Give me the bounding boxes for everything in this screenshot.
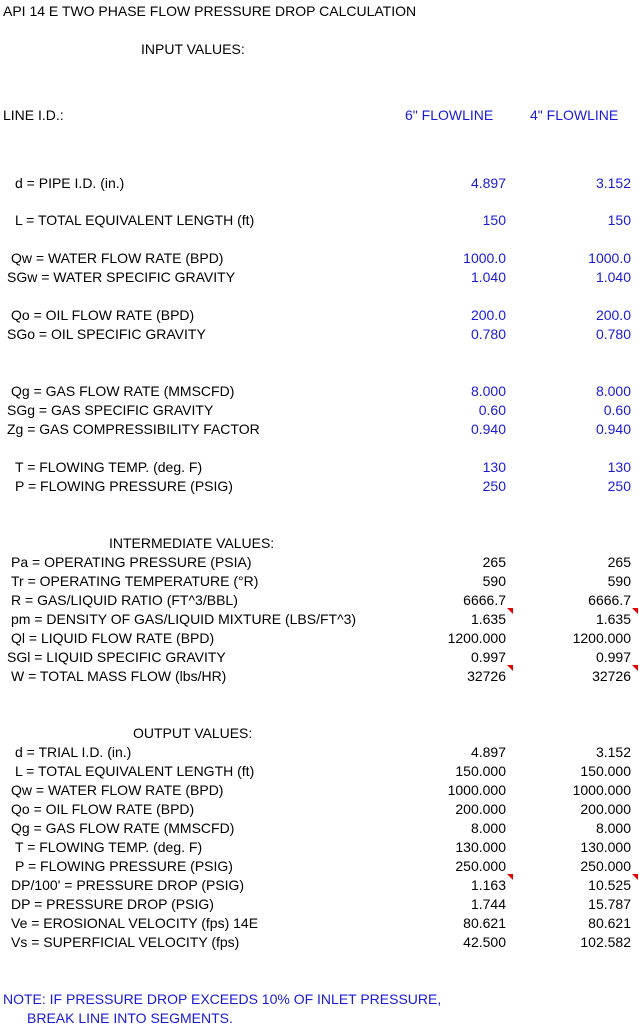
output-4in-water-flow: 1000.000	[572, 782, 631, 798]
input-4in-length[interactable]: 150	[607, 212, 631, 228]
input-4in-oil-sg[interactable]: 0.780	[595, 326, 631, 342]
output-label-temp: T = FLOWING TEMP. (deg. F)	[15, 839, 203, 855]
intermediate-label-density: pm = DENSITY OF GAS/LIQUID MIXTURE (LBS/FT^3)	[11, 611, 357, 627]
output-label-length: L = TOTAL EQUIVALENT LENGTH (ft)	[15, 763, 255, 779]
comment-marker-icon[interactable]	[632, 665, 638, 671]
input-4in-gas-z[interactable]: 0.940	[595, 421, 631, 437]
intermediate-6in-gl-ratio: 6666.7	[463, 592, 506, 608]
input-4in-water-flow[interactable]: 1000.0	[588, 250, 631, 266]
output-label-trial-id: d = TRIAL I.D. (in.)	[15, 744, 132, 760]
intermediate-4in-density: 1.635	[595, 611, 631, 627]
output-6in-pressure: 250.000	[455, 858, 506, 874]
intermediate-6in-mass-flow: 32726	[467, 668, 506, 684]
line-id-label: LINE I.D.:	[3, 107, 64, 123]
input-label-oil-sg: SGo = OIL SPECIFIC GRAVITY	[7, 326, 206, 342]
output-6in-temp: 130.000	[455, 839, 506, 855]
output-4in-oil-flow: 200.000	[580, 801, 631, 817]
intermediate-6in-pa: 265	[482, 554, 506, 570]
output-4in-erosional-velocity: 80.621	[588, 915, 631, 931]
input-label-gas-flow: Qg = GAS FLOW RATE (MMSCFD)	[11, 383, 235, 399]
output-4in-dp: 15.787	[588, 896, 631, 912]
intermediate-label-liquid-flow: Ql = LIQUID FLOW RATE (BPD)	[11, 630, 215, 646]
output-6in-dp-per-100: 1.163	[470, 877, 506, 893]
intermediate-label-pa: Pa = OPERATING PRESSURE (PSIA)	[11, 554, 252, 570]
input-6in-gas-sg[interactable]: 0.60	[478, 402, 506, 418]
input-6in-gas-flow[interactable]: 8.000	[470, 383, 506, 399]
output-6in-superficial-velocity: 42.500	[463, 934, 506, 950]
output-label-gas-flow: Qg = GAS FLOW RATE (MMSCFD)	[11, 820, 235, 836]
intermediate-4in-mass-flow: 32726	[592, 668, 631, 684]
output-6in-erosional-velocity: 80.621	[463, 915, 506, 931]
intermediate-4in-gl-ratio: 6666.7	[588, 592, 631, 608]
output-4in-temp: 130.000	[580, 839, 631, 855]
output-4in-gas-flow: 8.000	[595, 820, 631, 836]
page-title: API 14 E TWO PHASE FLOW PRESSURE DROP CALCULATION	[3, 3, 417, 19]
intermediate-4in-liquid-sg: 0.997	[595, 649, 631, 665]
output-6in-water-flow: 1000.000	[447, 782, 506, 798]
output-4in-superficial-velocity: 102.582	[580, 934, 631, 950]
output-values-header: OUTPUT VALUES:	[133, 725, 253, 741]
column-header-4in-flowline: 4" FLOWLINE	[530, 107, 619, 123]
note-line-1: NOTE: IF PRESSURE DROP EXCEEDS 10% OF INLET PRESSURE,	[3, 991, 442, 1007]
output-6in-gas-flow: 8.000	[470, 820, 506, 836]
intermediate-6in-tr: 590	[482, 573, 506, 589]
intermediate-label-gl-ratio: R = GAS/LIQUID RATIO (FT^3/BBL)	[11, 592, 238, 608]
intermediate-4in-pa: 265	[607, 554, 631, 570]
output-4in-length: 150.000	[580, 763, 631, 779]
input-4in-oil-flow[interactable]: 200.0	[595, 307, 631, 323]
intermediate-values-header: INTERMEDIATE VALUES:	[109, 535, 275, 551]
input-6in-oil-flow[interactable]: 200.0	[470, 307, 506, 323]
input-label-water-sg: SGw = WATER SPECIFIC GRAVITY	[7, 269, 236, 285]
output-6in-length: 150.000	[455, 763, 506, 779]
intermediate-4in-tr: 590	[607, 573, 631, 589]
input-4in-gas-flow[interactable]: 8.000	[595, 383, 631, 399]
input-4in-pressure[interactable]: 250	[607, 478, 631, 494]
input-6in-water-sg[interactable]: 1.040	[470, 269, 506, 285]
output-label-erosional-velocity: Ve = EROSIONAL VELOCITY (fps) 14E	[11, 915, 259, 931]
output-6in-oil-flow: 200.000	[455, 801, 506, 817]
input-6in-oil-sg[interactable]: 0.780	[470, 326, 506, 342]
input-4in-gas-sg[interactable]: 0.60	[603, 402, 631, 418]
input-label-gas-sg: SGg = GAS SPECIFIC GRAVITY	[7, 402, 214, 418]
input-6in-temp[interactable]: 130	[482, 459, 506, 475]
comment-marker-icon[interactable]	[507, 665, 513, 671]
input-6in-length[interactable]: 150	[482, 212, 506, 228]
comment-marker-icon[interactable]	[632, 874, 638, 880]
input-4in-temp[interactable]: 130	[607, 459, 631, 475]
output-4in-trial-id: 3.152	[595, 744, 631, 760]
intermediate-label-tr: Tr = OPERATING TEMPERATURE (°R)	[11, 573, 259, 589]
input-4in-pipe-id[interactable]: 3.152	[595, 175, 631, 191]
comment-marker-icon[interactable]	[632, 608, 638, 614]
input-label-pressure: P = FLOWING PRESSURE (PSIG)	[15, 478, 233, 494]
intermediate-6in-liquid-sg: 0.997	[470, 649, 506, 665]
intermediate-6in-liquid-flow: 1200.000	[447, 630, 506, 646]
output-6in-dp: 1.744	[470, 896, 506, 912]
note-line-2: BREAK LINE INTO SEGMENTS.	[27, 1010, 233, 1026]
input-4in-water-sg[interactable]: 1.040	[595, 269, 631, 285]
input-6in-water-flow[interactable]: 1000.0	[463, 250, 506, 266]
output-label-pressure: P = FLOWING PRESSURE (PSIG)	[15, 858, 233, 874]
output-label-oil-flow: Qo = OIL FLOW RATE (BPD)	[11, 801, 195, 817]
input-label-water-flow: Qw = WATER FLOW RATE (BPD)	[11, 250, 224, 266]
output-4in-dp-per-100: 10.525	[588, 877, 631, 893]
comment-marker-icon[interactable]	[507, 608, 513, 614]
output-label-water-flow: Qw = WATER FLOW RATE (BPD)	[11, 782, 224, 798]
input-values-header: INPUT VALUES:	[141, 41, 245, 57]
output-label-dp-per-100: DP/100' = PRESSURE DROP (PSIG)	[11, 877, 245, 893]
intermediate-label-liquid-sg: SGl = LIQUID SPECIFIC GRAVITY	[7, 649, 226, 665]
output-label-dp: DP = PRESSURE DROP (PSIG)	[11, 896, 214, 912]
comment-marker-icon[interactable]	[507, 874, 513, 880]
input-6in-pipe-id[interactable]: 4.897	[470, 175, 506, 191]
input-6in-gas-z[interactable]: 0.940	[470, 421, 506, 437]
input-label-gas-z: Zg = GAS COMPRESSIBILITY FACTOR	[7, 421, 260, 437]
input-6in-pressure[interactable]: 250	[482, 478, 506, 494]
intermediate-6in-density: 1.635	[470, 611, 506, 627]
intermediate-label-mass-flow: W = TOTAL MASS FLOW (lbs/HR)	[11, 668, 227, 684]
column-header-6in-flowline: 6" FLOWLINE	[405, 107, 494, 123]
input-label-pipe-id: d = PIPE I.D. (in.)	[15, 175, 125, 191]
intermediate-4in-liquid-flow: 1200.000	[572, 630, 631, 646]
output-label-superficial-velocity: Vs = SUPERFICIAL VELOCITY (fps)	[11, 934, 240, 950]
input-label-temp: T = FLOWING TEMP. (deg. F)	[15, 459, 203, 475]
input-label-length: L = TOTAL EQUIVALENT LENGTH (ft)	[15, 212, 255, 228]
output-6in-trial-id: 4.897	[470, 744, 506, 760]
input-label-oil-flow: Qo = OIL FLOW RATE (BPD)	[11, 307, 195, 323]
output-4in-pressure: 250.000	[580, 858, 631, 874]
